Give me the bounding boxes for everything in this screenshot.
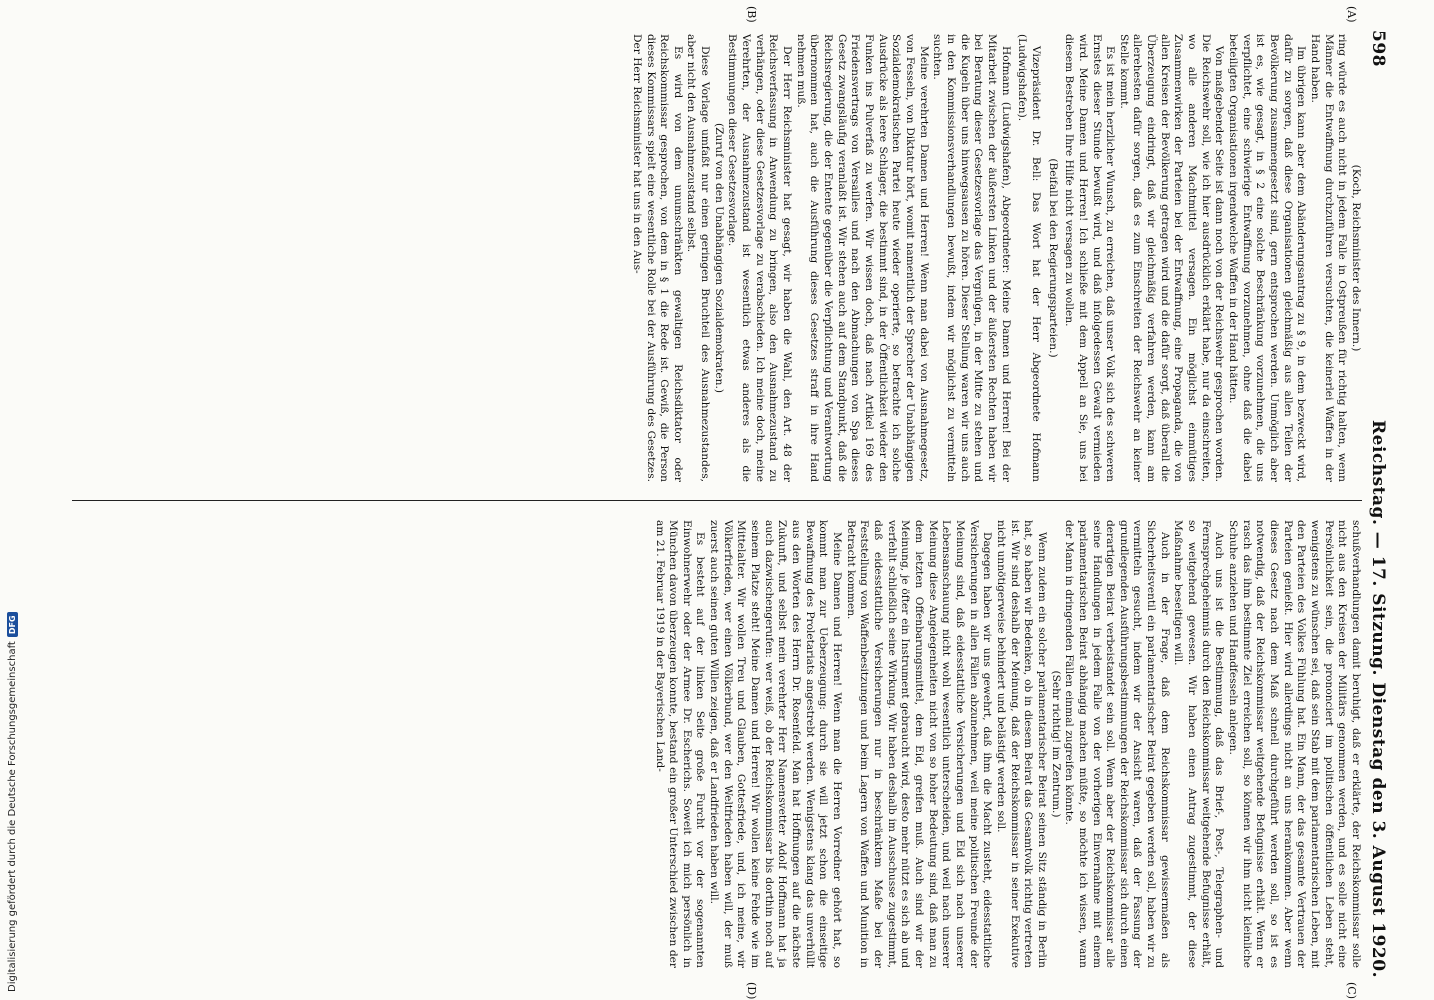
paragraph: Es ist mein herzlicher Wunsch, zu erreichen, daß unser Volk sich des schweren Ernstes dieser Stunde bewußt wird, und daß infolgedessen Gewalt vermieden wird. Meine Damen und Herren! Ich schließe mit dem Appell an Sie, uns bei diesem Bestreben Ihre Hilfe nicht versagen zu wollen. xyxy=(1063,34,1117,482)
footer-credit: Digitalisierung gefördert durch die Deutsche Forschungsgemeinschaft xyxy=(6,641,18,992)
page-header xyxy=(1366,30,1388,980)
paragraph: Meine Damen und Herren! Wenn man die Herren Vorredner gehört hat, so kommt man zur Ueberzeugung: durch sie will jetzt schon die einseitige Bewaffnung des Proletariats angestrebt werden. Wenigstens klang das unverhüllt aus den Worten des Herrn Dr. Rosenfeld. Man hat Hoffnungen auf die nächste Zukunft, und selbst mein verehrter Herr Namensvetter Adolf Hoffmann hat ja auch dazwischengerufen: wer weiß, ob der Reichskommissar bis dorthin noch auf seinem Platze steht! Meine Damen und Herren! Wir wollen keine Fehde wie im Mittelalter. Wir wollen Treu und Glauben, Gottesfriede, und, ich meine, wir Völkerfrieden, wer einen Völkerbund, wer den Weltfrieden haben will, der muß zuerst auch seinen guten Willen zeigen, daß er Landfrieden haben will. xyxy=(708,520,844,968)
speaker-paragraph: Hofmann (Ludwigshafen), Abgeordneter: Meine Damen und Herren! Bei der Mitarbeit zwischen der äußersten Linken und der äußersten Rechten haben wir bei Beratung dieser Gesetzesvorlage das Vergnügen, in der Mitte zu stehen und die Kugeln über uns hinwegsausen zu hören. Dieser Stellung waren wir uns auch in den Kommissionsverhandlungen bewußt, indem wir möglichst zu vermitteln suchten. xyxy=(931,34,1012,482)
margin-mark-d: (D) xyxy=(745,982,758,1000)
paragraph: Dagegen haben wir uns gewehrt, daß ihm die Macht zusteht, eidesstattliche Versicherungen in allen Fällen abzunehmen, weil meine politischen Freunde der Meinung sind, daß eidesstattliche Versicherungen und Eid sich nach unserer Lebensanschauung nicht wohl wesentlich unterscheiden, und weil nach unserer Meinung diese Angelegenheiten nicht von so hoher Bedeutung sind, daß man zu dem letzten Offenbarungsmittel, dem Eid, greifen muß. Auch sind wir der Meinung, je öfter ein Instrument gebraucht wird, desto mehr nützt es sich ab und verfehlt schließlich seine Wirkung. Wir haben deshalb im Ausschusse zugestimmt, daß eidesstattliche Versicherungen nur in beschränktem Maße bei der Feststellung von Waffenbesitzungen und beim Lagern von Waffen und Munition in Betracht kommen. xyxy=(844,520,994,968)
dfg-logo: DFG xyxy=(7,612,18,637)
margin-mark-b: (B) xyxy=(745,6,758,23)
paragraph: schußverhandlungen damit beruhigt, daß er erklärte, der Reichskommissar solle nicht aus den Kreisen der Militärs genommen werden, und es solle nicht eine Persönlichkeit sein, die prononciert im politischen öffentlichen Leben steht, wenigstens zu wünschen sei, daß sein Stab mit dem parlamentarischen Leben, mit den Parteien des Volkes Fühlung hat. Ein Mann, der das gesamte Vertrauen der Parteien genießt. Hier wird allerdings nicht an uns herankommen. Aber wenn dieses Gesetz nach dem Maß schnell durchgeführt werden soll, so ist es notwendig, daß der Reichskommissar weitgehende Befugnisse erhält. Wenn er rasch das ihm bestimmte Ziel erreichen soll, so können wir ihm nicht kleinliche Schuhe anziehen und Handfesseln anlegen. xyxy=(1227,520,1362,968)
paragraph: Vizepräsident Dr. Bell: Das Wort hat der Herr Abgeordnete Hofmann (Ludwigshafen). xyxy=(1016,34,1042,482)
paragraph: Auch in der Frage, daß dem Reichskommissar gewissermaßen als Sicherheitsventil ein parlamentarischer Beirat gegeben werden soll, haben wir zu vermitteln gesucht, indem wir der Ansicht waren, daß der Fassung der grundlegenden Ausführungsbestimmungen der Reichskommissar sich durch einen derartigen Beirat verbeistandet sein soll. Wenn aber der Reichskommissar alle seine Handlungen in jedem Falle von der vorherigen Einvernahme mit einem parlamentarischen Beirat abhängig machen müßte, so möchte ich wissen, wann der Mann in dringenden Fällen einmal zugreifen könnte. xyxy=(1063,520,1171,968)
margin-mark-c: (C) xyxy=(1345,982,1358,999)
page-number: 598 xyxy=(1368,30,1388,67)
rotated-document-page xyxy=(48,6,1388,1000)
interjection: (Zuruf von den Unabhängigen Sozialdemokraten.) xyxy=(712,123,725,393)
column-divider xyxy=(72,500,1362,501)
interjection: (Sehr richtig! im Zentrum.) xyxy=(1049,670,1062,818)
digitization-footer xyxy=(4,2,20,992)
paragraph: Meine verehrten Damen und Herren! Wenn man dabei von Ausnahmegesetz, von Fesseln, von Diktatur hört, womit namentlich der Sprecher der Unabhängigen Sozialdemokratischen Partei heute wieder operierte, so betrachte ich solche Ausdrücke als leere Schlager, die bestimmt sind, in der Öffentlichkeit wieder den Funken ins Pulverfaß zu werfen. Wir wissen doch, daß nach Artikel 169 des Friedensvertrags von Versailles und nach den Abmachungen von Spa dieses Gesetz zwangsläufig veranlaßt ist. Wir stehen auch auf dem Standpunkt, daß die Reichsregierung, die der Entente gegenüber die Verpflichtung und Verantwortung übernommen hat, auch die Ausführung dieses Gesetzes straff in ihre Hand nehmen muß. xyxy=(794,34,930,482)
margin-mark-a: (A) xyxy=(1345,6,1358,23)
paragraph: ring würde es auch nicht in jedem Falle in Ostpreußen für richtig halten, wenn Männer die Entwaffnung durchzuführen versuchten, die keinerlei Waffen in der Hand haben. xyxy=(1309,34,1349,482)
paragraph: Von maßgebender Seite ist dann noch von der Reichswehr gesprochen worden. Die Reichswehr soll, wie ich hier ausdrücklich erklärt habe, nur da einschreiten, wo alle anderen Machtmittel versagen. Ein möglichst einmütiges Zusammenwirken der Parteien bei der Entwaffnung, eine Propaganda, die von allen Kreisen der Bevölkerung getragen wird und die dafür sorgt, daß überall die Überzeugung eindringt, daß wir gleichmäßig verfahren werden, kann am allerehesten dafür sorgen, daß es zum Einschreiten der Reichswehr an keiner Stelle kommt. xyxy=(1117,34,1226,482)
left-text-column xyxy=(62,34,1362,482)
paragraph: Im übrigen kann aber dem Abänderungsantrag zu § 9, in dem bezweckt wird, dafür zu sorgen, daß diese Organisationen gleichmäßig aus allen Teilen der Bevölkerung zusammengesetzt sind, gern entsprochen werden. Unmöglich aber ist es, wie gesagt, in § 2 eine solche Beschränkung vorzunehmen, die uns verpflichtet, eine schwierige Entwaffnung vorzunehmen, ohne daß die dabei beteiligten Organisationen irgendwelche Waffen in der Hand hätten. xyxy=(1227,34,1308,482)
paragraph: Es besteht auf der linken Seite große Furcht vor der sogenannten Einwohnerwehr oder der Armee Dr. Escherichs. Soweit ich mich persönlich in München davon überzeugen konnte, bestand ein großer Unterschied zwischen der am 21. Februar 1919 in der Bayerischen Land- xyxy=(653,520,707,968)
right-text-column xyxy=(62,520,1362,968)
paragraph: Auch uns ist die Bestimmung, daß das Brief-, Post-, Telegraphen- und Fernsprechgeheimnis durch den Reichskommissar weitgehende Befugnisse erhält, so weitgehend gewesen. Wir haben einen Antrag zugestimmt, der diese Maßnahme beseitigen will. xyxy=(1172,520,1226,968)
paragraph: Diese Vorlage umfaßt nur einen geringen Bruchteil des Ausnahmezustandes, aber nicht den Ausnahmezustand selbst. xyxy=(685,34,712,482)
running-title: Reichstag. — 17. Sitzung. Dienstag den 3. August 1920. xyxy=(1368,420,1388,979)
speaker-reference: (Koch, Reichsminister des Innern.) xyxy=(1350,164,1362,352)
paragraph: Der Herr Reichsminister hat gesagt, wir haben die Wahl, den Art. 48 der Reichsverfassung in Anwendung zu bringen, also den Ausnahmezustand zu verhängen, oder diese Gesetzesvorlage zu verabschieden. Ich meine doch, meine Verehrten, der Ausnahmezustand ist wesentlich etwas anderes als die Bestimmungen dieser Gesetzesvorlage. xyxy=(726,34,794,482)
paragraph: Es wird von dem unumschränkten gewaltigen Reichsdiktator oder Reichskommissar gesprochen, von dem in § 1 die Rede ist. Gewiß, die Person dieses Kommissars spielt eine wesentliche Rolle bei der Ausführung des Gesetzes. Der Herr Reichsminister hat uns in den Aus- xyxy=(630,34,684,482)
paragraph: Wenn zudem ein solcher parlamentarischer Beirat seinen Sitz ständig in Berlin hat, so haben wir Bedenken, ob in diesem Beirat das Gesamtvolk richtig vertreten ist. Wir sind deshalb der Meinung, daß der Reichskommissar in seiner Exekutive nicht unnötigerweise behindert und belästigt werden soll. xyxy=(994,520,1048,968)
interjection: (Beifall bei den Regierungsparteien.) xyxy=(1046,158,1059,358)
